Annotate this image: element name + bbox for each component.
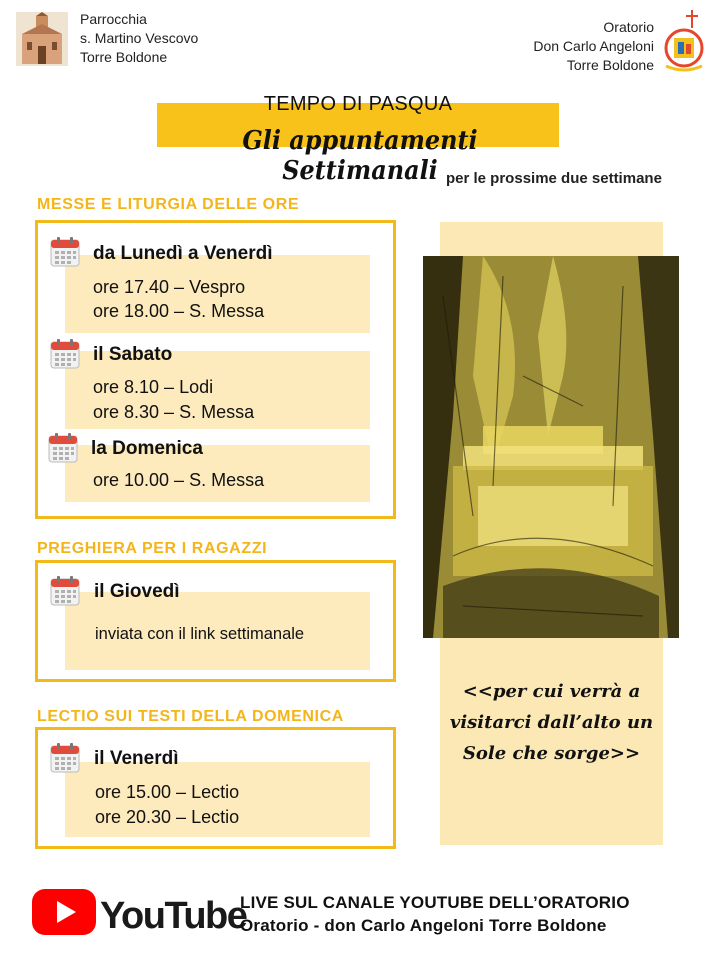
oratorio-name [533,18,654,75]
schedule-row: inviata con il link settimanale [95,625,305,643]
parish-line-1: Parrocchia [80,11,147,27]
day-label-saturday: il Sabato [93,344,173,365]
parish-name [80,10,198,67]
quote-line-1: <<per cui verrà a [462,681,641,702]
calendar-icon [48,433,78,463]
page-subtitle: per le prossime due settimane [446,170,662,187]
youtube-wordmark: YouTube [100,895,247,937]
schedule-row: ore 18.00 – S. Messa [93,301,265,321]
calendar-icon [50,743,80,773]
live-channel-text: LIVE SUL CANALE YOUTUBE DELL’ORATORIO [240,893,630,912]
quote-line-3: Sole che sorge>> [462,743,641,764]
page-title: Gli appuntamenti Settimanali [242,126,478,186]
artwork-image [423,256,679,638]
day-label-sunday: la Domenica [91,438,203,459]
section-heading-preghiera: PREGHIERA PER I RAGAZZI [37,540,268,557]
schedule-row: ore 15.00 – Lectio [95,782,240,802]
oratorio-line-1: Oratorio [603,19,654,35]
oratorio-line-2: Don Carlo Angeloni [533,38,654,54]
church-icon [16,12,68,66]
parish-line-3: Torre Boldone [80,49,168,65]
schedule-row: ore 17.40 – Vespro [93,277,246,297]
parish-line-2: s. Martino Vescovo [80,30,199,46]
preghiera-box [35,560,396,682]
day-label-weekdays: da Lunedì a Venerdì [93,243,273,264]
youtube-logo[interactable] [30,885,247,939]
day-label-thursday: il Giovedì [94,581,180,602]
scripture-quote [444,676,659,769]
section-heading-messe: MESSE E LITURGIA DELLE ORE [37,196,300,213]
oratorio-line-3: Torre Boldone [566,57,654,73]
calendar-icon [50,576,80,606]
schedule-row: ore 8.30 – S. Messa [93,402,255,422]
schedule-row: ore 20.30 – Lectio [95,807,240,827]
lectio-box [35,727,396,849]
schedule-row: ore 8.10 – Lodi [93,377,214,397]
calendar-icon [50,237,80,267]
season-title: TEMPO DI PASQUA [263,93,453,115]
quote-line-2: visitarci dall’alto un [449,712,654,733]
channel-name-text: Oratorio - don Carlo Angeloni Torre Boldone [240,916,607,935]
day-label-friday: il Venerdì [94,748,179,769]
calendar-icon [50,339,80,369]
schedule-row: ore 10.00 – S. Messa [93,470,265,490]
oratorio-logo-icon [662,8,706,74]
section-heading-lectio: LECTIO SUI TESTI DELLA DOMENICA [37,708,344,725]
messe-box [35,220,396,519]
